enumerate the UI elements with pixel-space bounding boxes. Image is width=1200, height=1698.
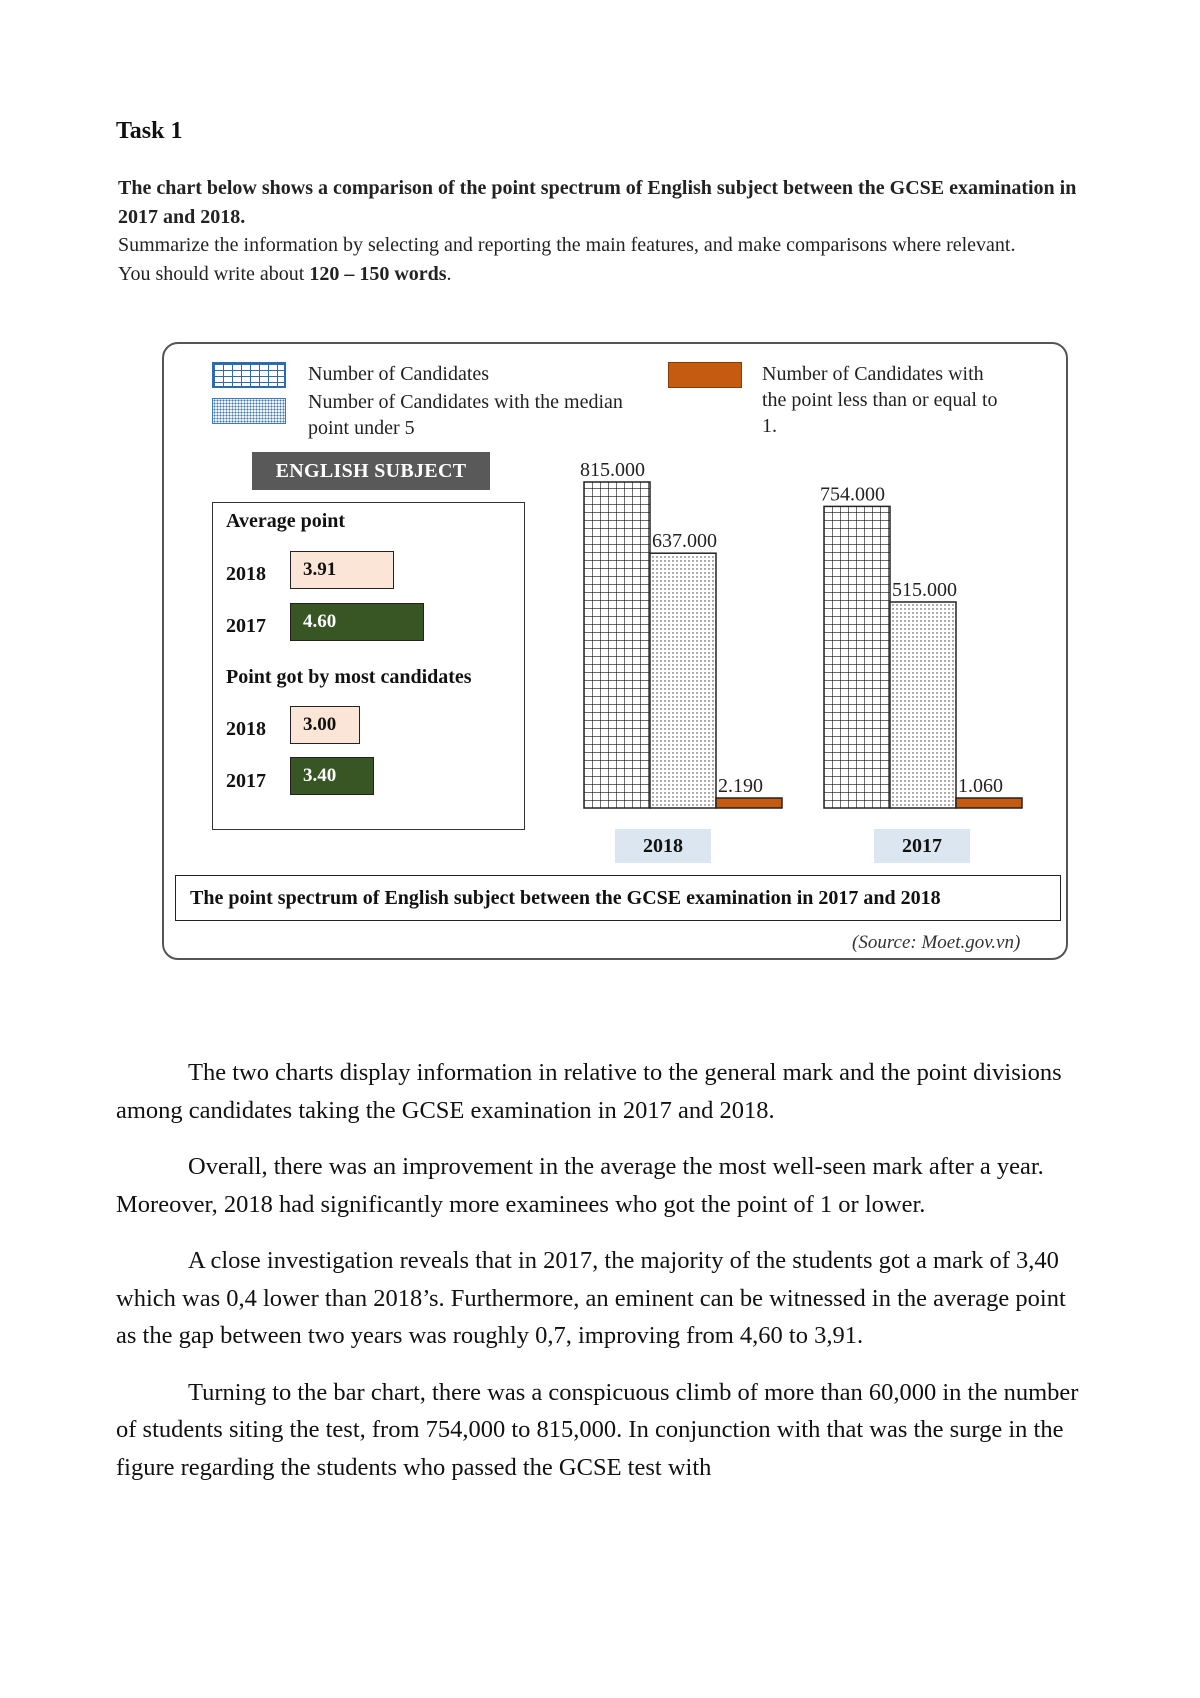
most-candidates-heading: Point got by most candidates (226, 666, 472, 688)
bar-2018-candidates (584, 482, 650, 808)
task-title: Task 1 (116, 118, 183, 144)
most-2017-value: 3.40 (290, 757, 374, 795)
x-axis-label-2017: 2017 (874, 829, 970, 863)
chart-source: (Source: Moet.gov.vn) (852, 932, 1021, 953)
stats-year: 2017 (226, 615, 266, 637)
data-label-2018-median-under-5: 637.000 (652, 530, 717, 553)
word-limit-suffix: . (446, 262, 452, 285)
bar-2018-less-equal-1 (716, 798, 782, 808)
most-2018-value: 3.00 (290, 706, 360, 744)
data-label-2017-less-equal-1: 1.060 (958, 775, 1003, 797)
stats-year: 2018 (226, 563, 266, 585)
essay-paragraph: A close investigation reveals that in 2017, the majority of the students got a mark of 3,40 which was 0,4 lower than 2018’s. Furthermore, an eminent can be witnessed in the average point as the gap between two years was roughly 0,7, improving from 4,60 to 3,91. (116, 1247, 1066, 1349)
essay-paragraph: The two charts display information in relative to the general mark and the point divisions among candidates taking the GCSE examination in 2017 and 2018. (116, 1059, 1062, 1124)
legend-candidates: Number of Candidates (308, 363, 490, 385)
data-label-2018-less-equal-1: 2.190 (718, 775, 763, 797)
bar-2017-median-under-5 (890, 602, 956, 808)
chart-caption: The point spectrum of English subject between the GCSE examination in 2017 and 2018 (175, 875, 1061, 921)
average-2018-value: 3.91 (290, 551, 394, 589)
bar-2017-candidates (824, 506, 890, 808)
legend-less-equal-1: Number of Candidates with the point less than or equal to 1. (762, 363, 998, 437)
essay-paragraph: Turning to the bar chart, there was a conspicuous climb of more than 60,000 in the number of students siting the test, from 754,000 to 815,000. In conjunction with that was the surge in the figure regarding the students who passed the GCSE test with (116, 1378, 1079, 1481)
prompt-description: The chart below shows a comparison of the point spectrum of English subject between the GCSE examination in 2017 and 2018. (118, 177, 1077, 228)
bar-2017-less-equal-1 (956, 798, 1022, 808)
average-point-heading: Average point (226, 510, 346, 532)
x-axis-label-2018: 2018 (615, 829, 711, 863)
stats-year: 2018 (226, 718, 266, 740)
stats-year: 2017 (226, 770, 266, 792)
word-limit-prefix: You should write about (118, 262, 310, 285)
average-2017-value: 4.60 (290, 603, 424, 641)
bar-2018-median-under-5 (650, 553, 716, 808)
essay (116, 1054, 1090, 1505)
prompt-instruction: Summarize the information by selecting and reporting the main features, and make comparisons where relevant. (118, 234, 1016, 256)
subject-banner: ENGLISH SUBJECT (252, 452, 490, 490)
data-label-2017-median-under-5: 515.000 (892, 579, 957, 601)
word-limit-value: 120 – 150 words (309, 262, 447, 285)
data-label-2017-candidates: 754.000 (820, 483, 885, 506)
legend-median-under-5: Number of Candidates with the median point under 5 (308, 391, 623, 439)
data-label-2018-candidates: 815.000 (580, 459, 645, 481)
essay-paragraph: Overall, there was an improvement in the average the most well-seen mark after a year. Moreover, 2018 had significantly more examinees who got the point of 1 or lower. (116, 1153, 1044, 1218)
